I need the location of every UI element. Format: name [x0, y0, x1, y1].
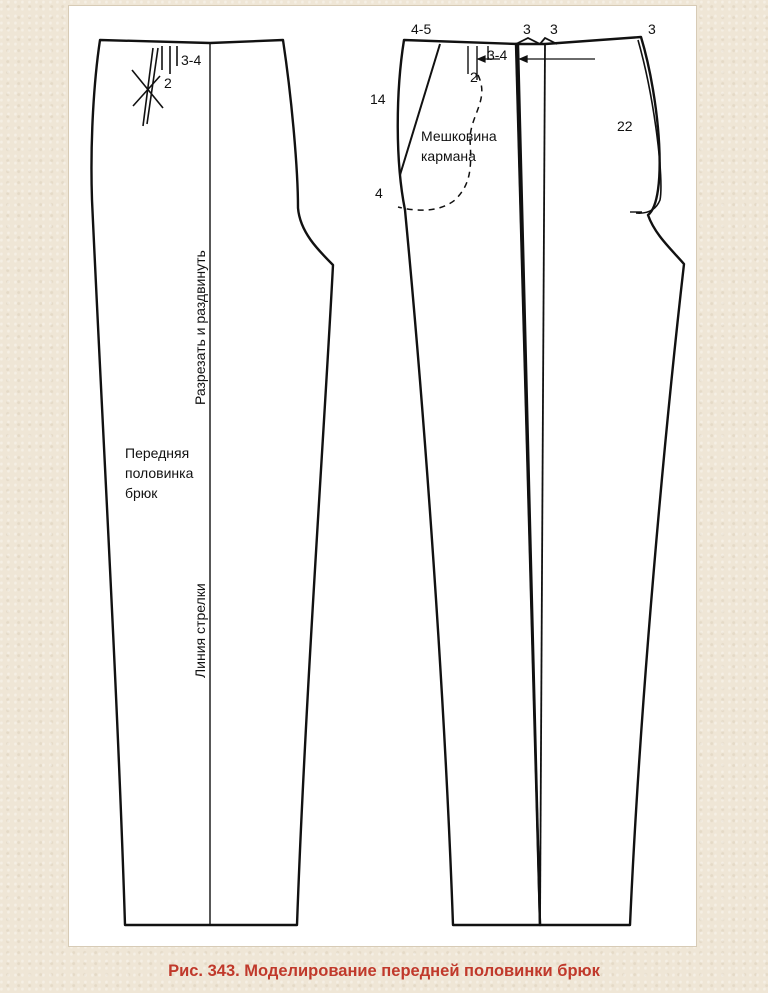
- figure-caption: Рис. 343. Моделирование передней половинки брюк: [168, 962, 600, 980]
- pleat-right-measure: 3: [550, 21, 558, 37]
- right-measure-waist: 4-5: [411, 21, 432, 37]
- pocket-low-measure: 4: [375, 185, 383, 201]
- piece-title-line2: половинка: [125, 465, 194, 481]
- pocket-label-line2: кармана: [421, 148, 476, 164]
- crease-label: Линия стрелки: [192, 583, 208, 678]
- shift-measure: 3-4: [487, 47, 508, 63]
- shift-small-measure: 2: [470, 69, 478, 85]
- fly-length-measure: 22: [617, 118, 633, 134]
- piece-title-line3: брюк: [125, 485, 158, 501]
- left-trouser-outline: [91, 40, 333, 925]
- fly-measure: 3: [648, 21, 656, 37]
- pocket-label-line1: Мешковина: [421, 128, 497, 144]
- left-measure-dart: 2: [164, 75, 172, 91]
- pleat-left-measure: 3: [523, 21, 531, 37]
- cut-label: Разрезать и раздвинуть: [192, 250, 208, 405]
- piece-title-line1: Передняя: [125, 445, 190, 461]
- shift-arrow: [520, 56, 595, 62]
- side-measure: 14: [370, 91, 386, 107]
- left-measure-top: 3-4: [181, 52, 202, 68]
